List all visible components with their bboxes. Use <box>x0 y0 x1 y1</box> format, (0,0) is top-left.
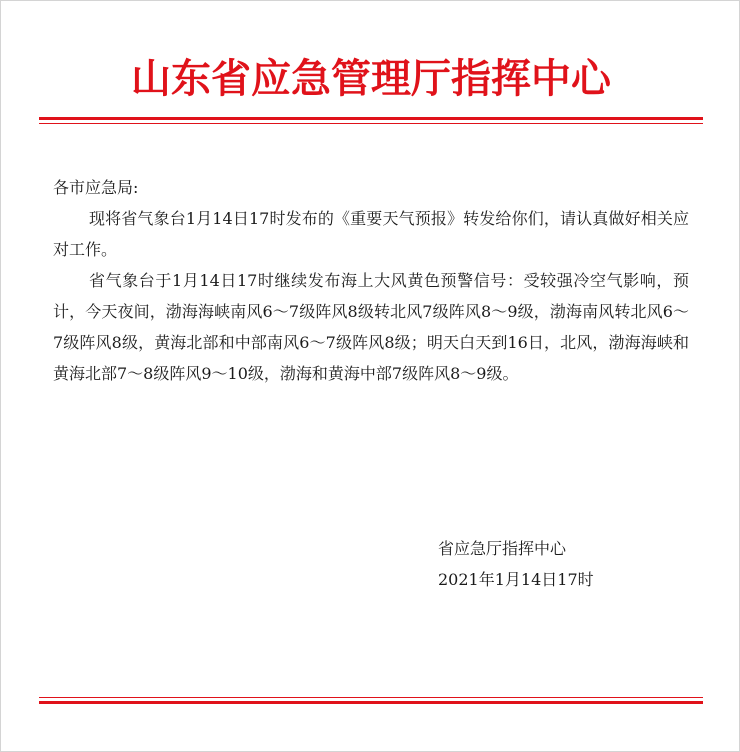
signature: 省应急厅指挥中心 <box>438 539 567 558</box>
header-divider-thick <box>39 117 703 120</box>
footer-divider-thick <box>39 701 703 704</box>
paragraph-1: 现将省气象台1月14日17时发布的《重要天气预报》转发给你们，请认真做好相关应对工作。 <box>53 209 689 259</box>
letterhead-title: 山东省应急管理厅指挥中心 <box>131 55 611 102</box>
header-divider-thin <box>39 123 703 124</box>
issue-date: 2021年1月14日17时 <box>438 570 594 589</box>
paragraph-2: 省气象台于1月14日17时继续发布海上大风黄色预警信号：受较强冷空气影响，预计，今天夜间，渤海海峡南风6～7级阵风8级转北风7级阵风8～9级，渤海南风转北风6～7级阵风8级，黄海北部和中部南风6～7级阵风8级；明天白天到16日，北风，渤海海峡和黄海北部7～8级阵风9～10级，渤海和黄海中部7级阵风8～9级。 <box>53 271 689 383</box>
salutation: 各市应急局: <box>53 178 139 197</box>
footer-divider-thin <box>39 697 703 698</box>
